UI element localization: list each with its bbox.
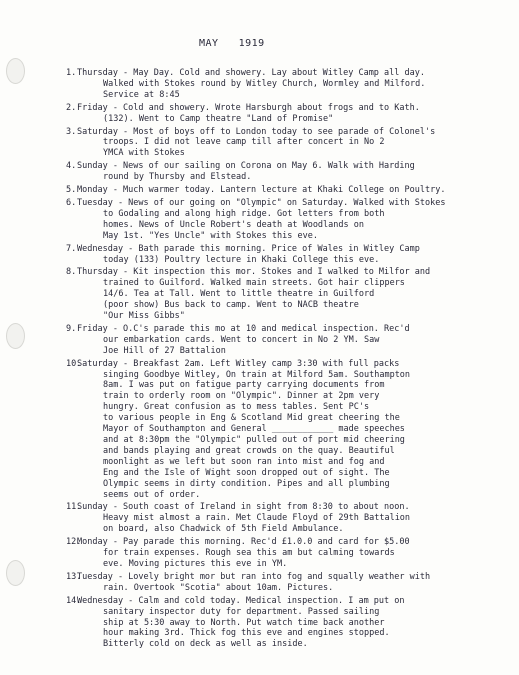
entry-continuation: rain. Overtook "Scotia" about 10am. Pictures.	[103, 582, 334, 593]
entry-number: 5.	[66, 185, 77, 196]
entry-text	[77, 244, 506, 266]
diary-entry	[66, 502, 506, 535]
entry-first-line: Tuesday - Lovely bright mor but ran into fog and squally weather with	[77, 571, 431, 582]
diary-entry	[66, 572, 506, 594]
binder-hole-bottom	[6, 560, 25, 586]
diary-entry	[66, 68, 506, 101]
entry-number: 10.	[66, 358, 82, 369]
entry-number: 9.	[66, 323, 77, 334]
entry-continuation: sanitary inspector duty for department. Passed sailing ship at 5:30 away to North. Put watch time back another hour making 3rd. Thick fog this eve and engines stopped. Bitterly cold on deck as well as inside.	[103, 606, 390, 650]
diary-entry	[66, 267, 506, 322]
diary-entry	[66, 359, 506, 501]
diary-entry	[66, 161, 506, 183]
entry-number: 7.	[66, 243, 77, 254]
binder-hole-top	[6, 58, 25, 84]
entry-number: 13.	[66, 571, 82, 582]
diary-entry	[66, 244, 506, 266]
entry-first-line: Friday - O.C's parade this mo at 10 and medical inspection. Rec'd	[77, 323, 410, 334]
page-header	[199, 38, 265, 49]
diary-entry	[66, 198, 506, 242]
entry-number: 2.	[66, 102, 77, 113]
entry-number: 6.	[66, 197, 77, 208]
entry-first-line: Sunday - South coast of Ireland in sight from 8:30 to about noon.	[77, 502, 410, 513]
header-year: 1919	[238, 38, 265, 49]
entry-continuation: Walked with Stokes round by Witley Church, Wormley and Milford. Service at 8:45	[103, 78, 426, 100]
entry-text	[77, 502, 506, 535]
entry-first-line: Friday - Cold and showery. Wrote Harsburgh about frogs and to Kath.	[77, 102, 420, 113]
diary-entry	[66, 103, 506, 125]
diary-entry	[66, 324, 506, 357]
entry-number: 1.	[66, 68, 77, 78]
entry-first-line: Wednesday - Bath parade this morning. Price of Wales in Witley Camp	[77, 243, 420, 254]
entry-first-line: Wednesday - Calm and cold today. Medical inspection. I am put on	[77, 595, 405, 606]
diary-entry	[66, 537, 506, 570]
entry-number: 8.	[66, 267, 77, 278]
entry-number: 11.	[66, 502, 82, 513]
entry-continuation: for train expenses. Rough sea this am but calming towards eve. Moving pictures this eve in YM.	[103, 548, 395, 569]
entry-first-line: Monday - Pay parade this morning. Rec'd £1.0.0 and card for $5.00	[77, 537, 410, 548]
entry-text	[77, 537, 506, 570]
entry-first-line: Saturday - Breakfast 2am. Left Witley camp 3:30 with full packs	[77, 358, 400, 369]
entry-text	[77, 324, 506, 357]
diary-entries	[66, 68, 506, 652]
diary-entry	[66, 596, 506, 651]
entry-continuation: troops. I did not leave camp till after concert in No 2 YMCA with Stokes	[103, 137, 385, 159]
entry-text	[77, 127, 506, 160]
entry-number: 3.	[66, 126, 77, 137]
header-month: MAY	[199, 38, 219, 49]
entry-text	[77, 103, 506, 125]
entry-text	[77, 198, 506, 242]
entry-first-line: Tuesday - News of our going on "Olympic" on Saturday. Walked with Stokes	[77, 197, 446, 208]
entry-text	[77, 596, 506, 651]
diary-entry	[66, 185, 506, 196]
entry-text	[77, 68, 506, 101]
entry-continuation: today (133) Poultry lecture in Khaki College this eve.	[103, 254, 380, 265]
entry-continuation: trained to Guilford. Walked main streets. Got hair clippers 14/6. Tea at Tall. Went to little theatre in Guilford (poor show) Bus back to camp. Went to NACB theatre "Our Miss Gibbs"	[103, 278, 405, 322]
entry-continuation: our embarkation cards. Went to concert in No 2 YM. Saw Joe Hill of 27 Battalion	[103, 334, 380, 356]
entry-first-line: Sunday - News of our sailing on Corona on May 6. Walk with Harding	[77, 161, 415, 172]
entry-continuation: to Godaling and along high ridge. Got letters from both homes. News of Uncle Robert's death at Woodlands on May 1st. "Yes Uncle" with Stokes this eve.	[103, 208, 385, 241]
entry-first-line: Thursday - Kit inspection this mor. Stokes and I walked to Milfor and	[77, 267, 431, 278]
entry-first-line: Saturday - Most of boys off to London today to see parade of Colonel's	[77, 126, 436, 137]
entry-number: 14.	[66, 595, 82, 606]
entry-first-line: Monday - Much warmer today. Lantern lecture at Khaki College on Poultry.	[77, 185, 446, 196]
entry-first-line: Thursday - May Day. Cold and showery. Lay about Witley Camp all day.	[77, 68, 425, 78]
diary-entry	[66, 127, 506, 160]
entry-text	[77, 572, 506, 594]
binder-hole-middle	[6, 323, 25, 349]
entry-text	[77, 185, 506, 196]
entry-number: 12.	[66, 537, 82, 548]
entry-text	[77, 161, 506, 183]
entry-continuation: singing Goodbye Witley, On train at Milford 5am. Southampton 8am. I was put on fatigue party carrying documents from train to orderly room on "Olympic". Dinner at 2pm very hungry. Great confusion as to mess tables. Sent PC's to various people in Eng & Scotland Mid great cheering the Mayor of Southampton and General ____________ made speeches and at 8:30pm the "Olympic" pulled out of port mid cheering and bands playing and great crowds on the quay. Beautiful moonlight as we left but soon ran into mist and fog and Eng and the Isle of Wight soon dropped out of sight. The Olympic seems in dirty condition. Pipes and all plumbing seems out of order.	[103, 369, 411, 500]
entry-continuation: Heavy mist almost a rain. Met Claude Floyd of 29th Battalion on board, also Chadwick of 5th Field Ambulance.	[103, 513, 411, 535]
entry-text	[77, 267, 506, 322]
entry-number: 4.	[66, 161, 77, 172]
entry-text	[77, 359, 506, 501]
entry-continuation: (132). Went to Camp theatre "Land of Promise"	[103, 113, 334, 124]
entry-continuation: round by Thursby and Elstead.	[103, 172, 252, 183]
